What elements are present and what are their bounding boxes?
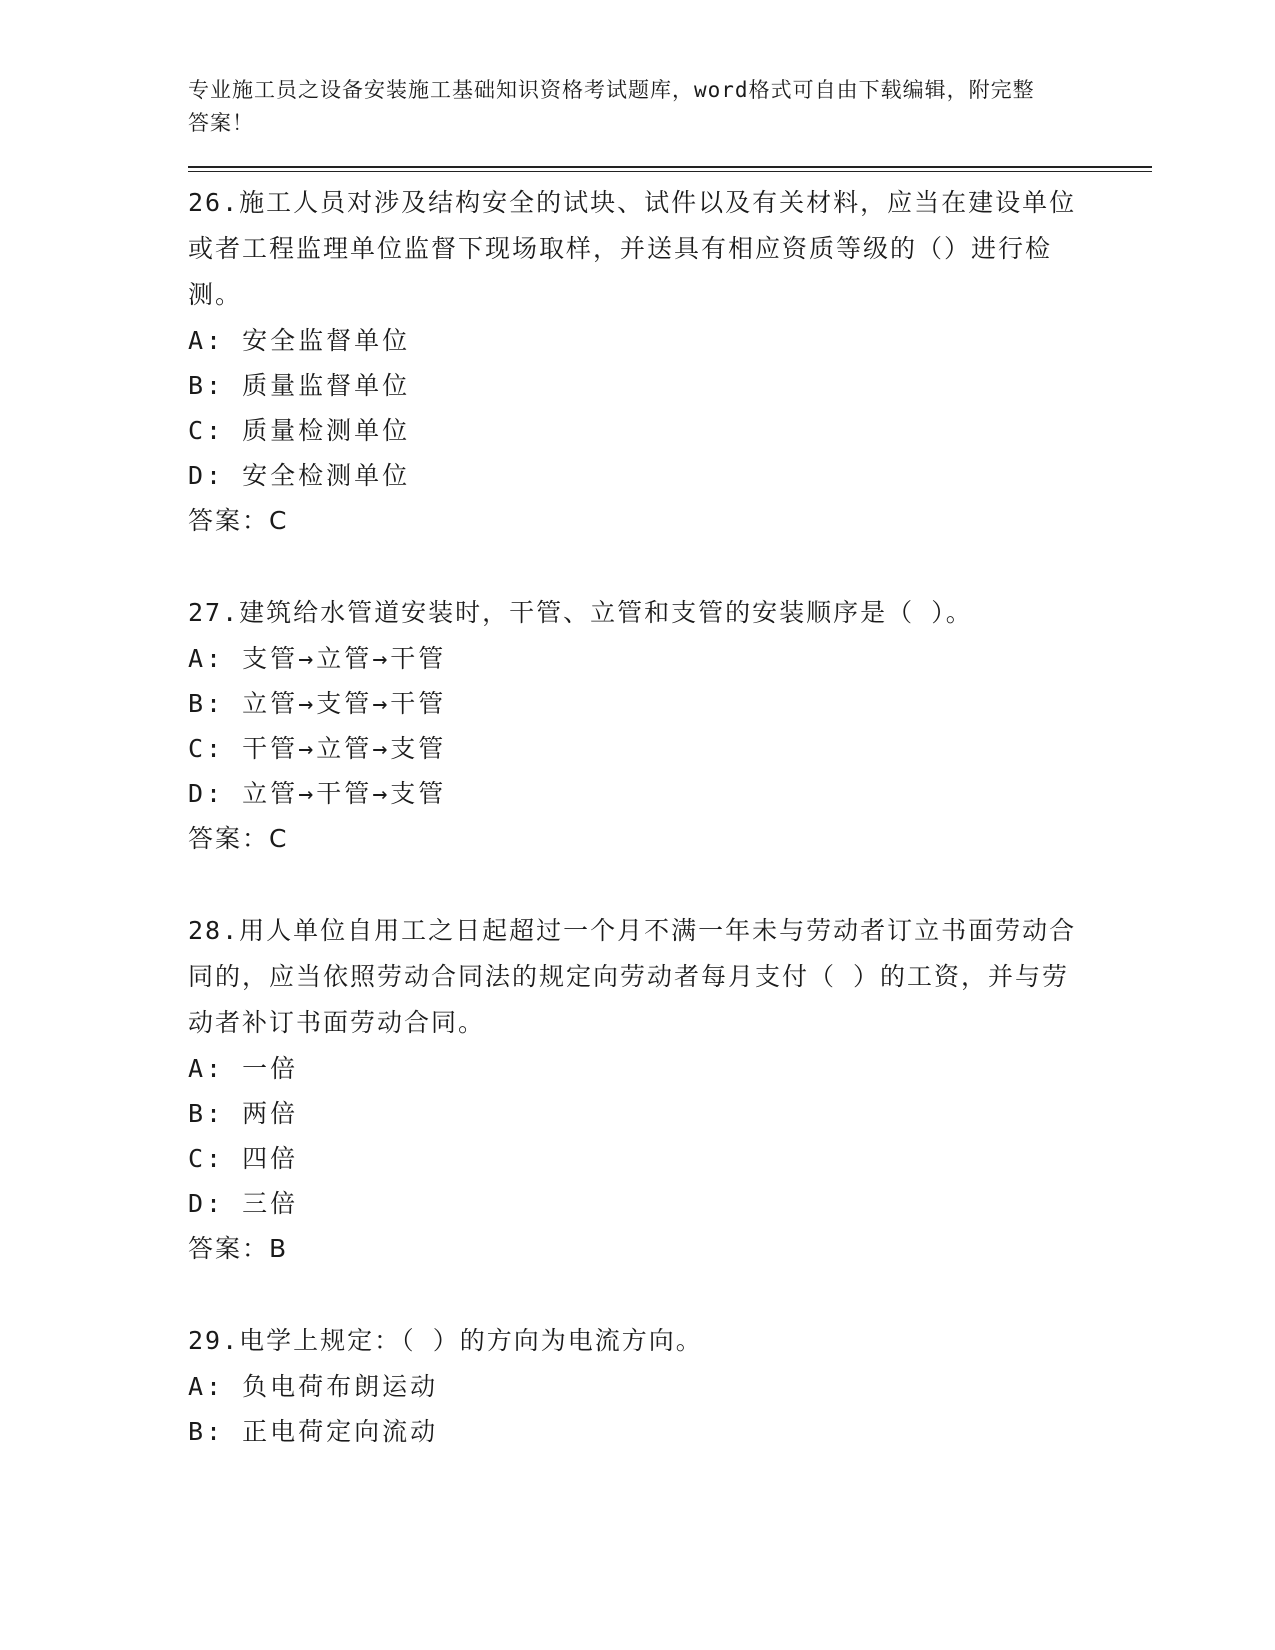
question-stem: 28.用人单位自用工之日起超过一个月不满一年未与劳动者订立书面劳动合同的，应当依照劳动合同法的规定向劳动者每月支付（ ）的工资，并与劳动者补订书面劳动合同。 <box>188 916 1077 1037</box>
option-a: A: 一倍 <box>188 1054 299 1083</box>
question-29 <box>188 1318 1152 1454</box>
option-a: A: 负电荷布朗运动 <box>188 1372 439 1401</box>
option-a: A: 支管→立管→干管 <box>188 644 447 673</box>
header-divider <box>188 166 1152 172</box>
question-stem: 26.施工人员对涉及结构安全的试块、试件以及有关材料，应当在建设单位或者工程监理单位监督下现场取样，并送具有相应资质等级的（）进行检测。 <box>188 188 1077 309</box>
document-page <box>188 74 1152 1454</box>
option-d: D: 安全检测单位 <box>188 461 411 490</box>
option-b: B: 两倍 <box>188 1099 299 1128</box>
option-c: C: 四倍 <box>188 1144 299 1173</box>
document-header: 专业施工员之设备安装施工基础知识资格考试题库，word格式可自由下载编辑，附完整答案！ <box>188 78 1035 135</box>
option-c: C: 干管→立管→支管 <box>188 734 447 763</box>
option-b: B: 立管→支管→干管 <box>188 689 447 718</box>
question-stem: 29.电学上规定：（ ）的方向为电流方向。 <box>188 1326 703 1355</box>
question-27 <box>188 590 1152 862</box>
option-c: C: 质量检测单位 <box>188 416 411 445</box>
question-stem: 27.建筑给水管道安装时，干管、立管和支管的安装顺序是（ ）。 <box>188 598 973 627</box>
answer-line: 答案：C <box>188 506 289 535</box>
answer-line: 答案：B <box>188 1234 289 1263</box>
option-b: B: 质量监督单位 <box>188 371 411 400</box>
question-28 <box>188 908 1152 1272</box>
option-d: D: 三倍 <box>188 1189 299 1218</box>
option-d: D: 立管→干管→支管 <box>188 779 447 808</box>
question-26 <box>188 180 1152 544</box>
answer-line: 答案：C <box>188 824 289 853</box>
option-a: A: 安全监督单位 <box>188 326 411 355</box>
option-b: B: 正电荷定向流动 <box>188 1417 439 1446</box>
